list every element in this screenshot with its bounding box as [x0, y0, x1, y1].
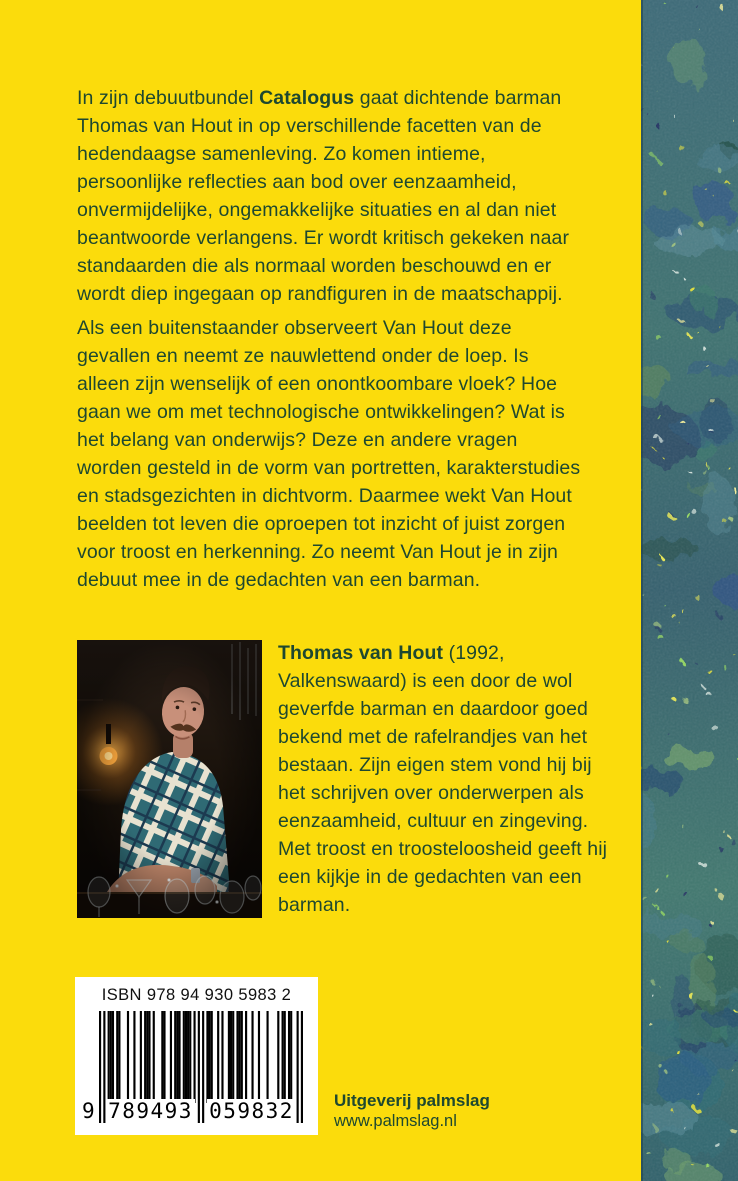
barcode-digit-lead: 9 — [82, 1099, 95, 1123]
book-title: Catalogus — [259, 87, 355, 109]
author-name: Thomas van Hout — [278, 642, 444, 664]
blurb-p1-prefix: In zijn debuutbundel — [77, 87, 260, 109]
author-bio — [278, 639, 612, 919]
barcode-digits-right: 059832 — [207, 1099, 296, 1123]
barcode-panel — [75, 977, 318, 1135]
spine-texture — [641, 0, 738, 1181]
author-photo-art — [77, 640, 262, 918]
spine-texture-art — [641, 0, 738, 1181]
blurb-paragraph-1 — [77, 84, 585, 308]
blurb-p1-suffix: gaat dichtende barman Thomas van Hout in op verschillende facetten van de hedendaagse samenleving. Zo komen intieme, persoonlijke reflecties aan bod over eenzaamheid, onvermijdelijke, ongemakkelijke situaties en al dan niet beantwoorde verlangens. Er wordt kritisch gekeken naar standaarden die als normaal worden beschouwd en er wordt diep ingegaan op randfiguren in de maatschappij. — [77, 87, 570, 305]
publisher-name: Uitgeverij palmslag — [334, 1091, 490, 1110]
barcode-digits-left: 789493 — [106, 1099, 195, 1123]
author-photo — [77, 640, 262, 918]
blurb-paragraph-2: Als een buitenstaander observeert Van Hout deze gevallen en neemt ze nauwlettend onder de loep. Is alleen zijn wenselijk of een onontkoombare vloek? Hoe gaan we om met technologische ontwikkelingen? Wat is het belang van onderwijs? Deze en andere vragen worden gesteld in de vorm van portretten, karakterstudies en stadsgezichten in dichtvorm. Daarmee wekt Van Hout beelden tot leven die oproepen tot inzicht of juist zorgen voor troost en herkenning. Zo neemt Van Hout je in zijn debuut mee in de gedachten van een barman. — [77, 317, 581, 591]
publisher-website: www.palmslag.nl — [334, 1112, 457, 1130]
ean-barcode — [82, 1011, 303, 1123]
author-bio-text: (1992, Valkenswaard) is een door de wol geverfde barman en daardoor goed bekend met de rafelrandjes van het bestaan. Zijn eigen stem vond hij bij het schrijven over onderwerpen als eenzaamheid, cultuur en zingeving. Met troost en troosteloosheid geeft hij een kijkje in de gedachten van een barman. — [278, 642, 608, 916]
isbn-label: ISBN 978 94 930 5983 2 — [101, 986, 292, 1004]
publisher-block — [334, 1090, 490, 1132]
